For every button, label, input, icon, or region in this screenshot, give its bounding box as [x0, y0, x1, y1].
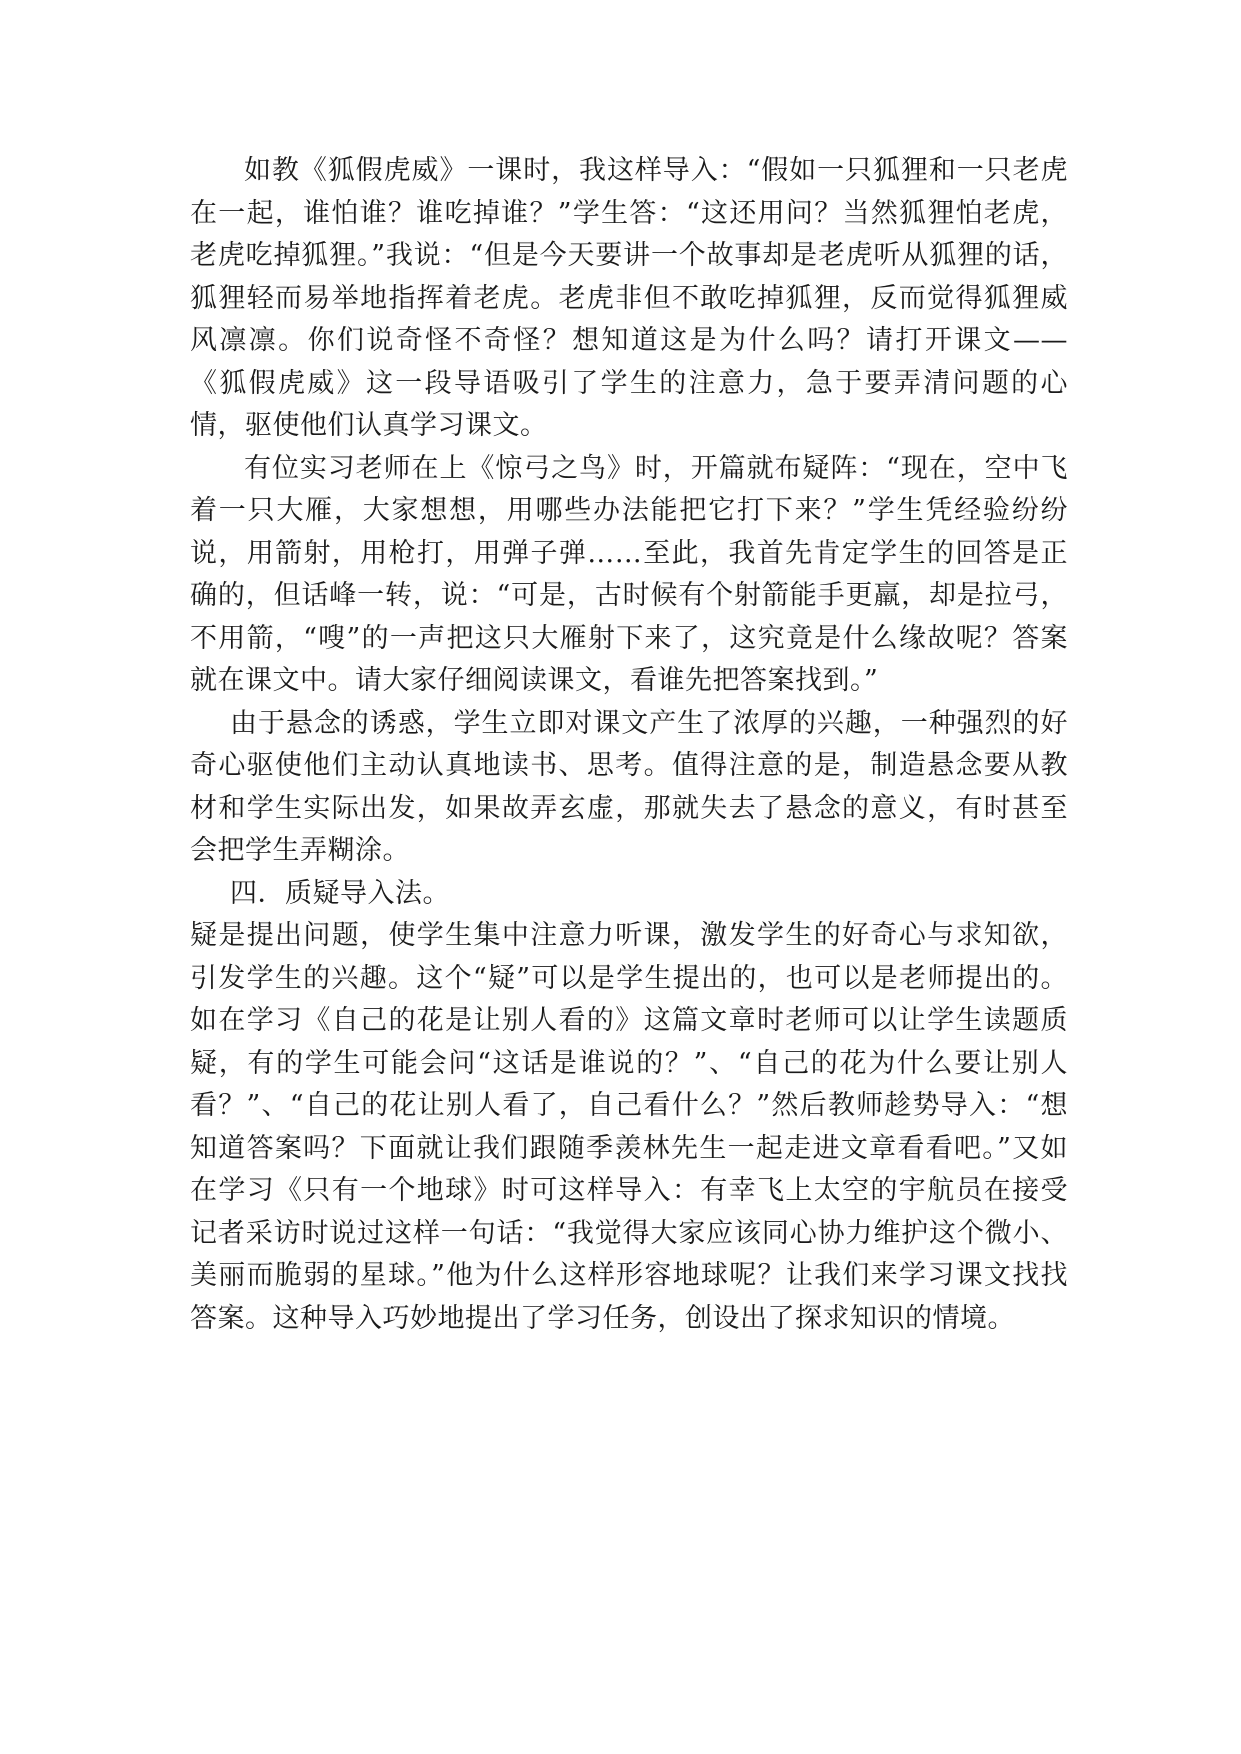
section-heading: 四．质疑导入法。 — [230, 877, 450, 909]
paragraph-startled-bird: 有位实习老师在上《惊弓之鸟》时，开篇就布疑阵：“现在，空中飞着一只大雁，大家想想，用哪些办法能把它打下来？”学生凭经验纷纷说，用箭射，用枪打，用弹子弹……至此，我首先肯定学生的回答是正确的，但话峰一转，说：“可是，古时候有个射箭能手更羸，却是拉弓，不用箭，“嗖”的一声把这只大雁射下来了，这究竟是什么缘故呢？答案就在课文中。请大家仔细阅读课文，看谁先把答案找到。” — [190, 452, 1068, 696]
document-body — [190, 150, 1068, 1340]
paragraph-questioning: 疑是提出问题，使学生集中注意力听课，激发学生的好奇心与求知欲，引发学生的兴趣。这个“疑”可以是学生提出的，也可以是老师提出的。如在学习《自己的花是让别人看的》这篇文章时老师可以让学生读题质疑，有的学生可能会问“这话是谁说的？”、“自己的花为什么要让别人看？”、“自己的花让别人看了，自己看什么？”然后教师趁势导入：“想知道答案吗？下面就让我们跟随季羡林先生一起走进文章看看吧。”又如在学习《只有一个地球》时可这样导入：有幸飞上太空的宇航员在接受记者采访时说过这样一句话：“我觉得大家应该同心协力维护这个微小、美丽而脆弱的星球。”他为什么这样形容地球呢？让我们来学习课文找找答案。这种导入巧妙地提出了学习任务，创设出了探求知识的情境。 — [190, 920, 1068, 1334]
paragraph-suspense: 由于悬念的诱惑，学生立即对课文产生了浓厚的兴趣，一种强烈的好奇心驱使他们主动认真地读书、思考。值得注意的是，制造悬念要从教材和学生实际出发，如果故弄玄虚，那就失去了悬念的意义，有时甚至会把学生弄糊涂。 — [190, 707, 1068, 866]
paragraph-fox-tiger: 如教《狐假虎威》一课时，我这样导入：“假如一只狐狸和一只老虎在一起，谁怕谁？谁吃掉谁？”学生答：“这还用问？当然狐狸怕老虎，老虎吃掉狐狸。”我说：“但是今天要讲一个故事却是老虎听从狐狸的话，狐狸轻而易举地指挥着老虎。老虎非但不敢吃掉狐狸，反而觉得狐狸威风凛凛。你们说奇怪不奇怪？想知道这是为什么吗？请打开课文——《狐假虎威》这一段导语吸引了学生的注意力，急于要弄清问题的心情，驱使他们认真学习课文。 — [190, 155, 1068, 441]
